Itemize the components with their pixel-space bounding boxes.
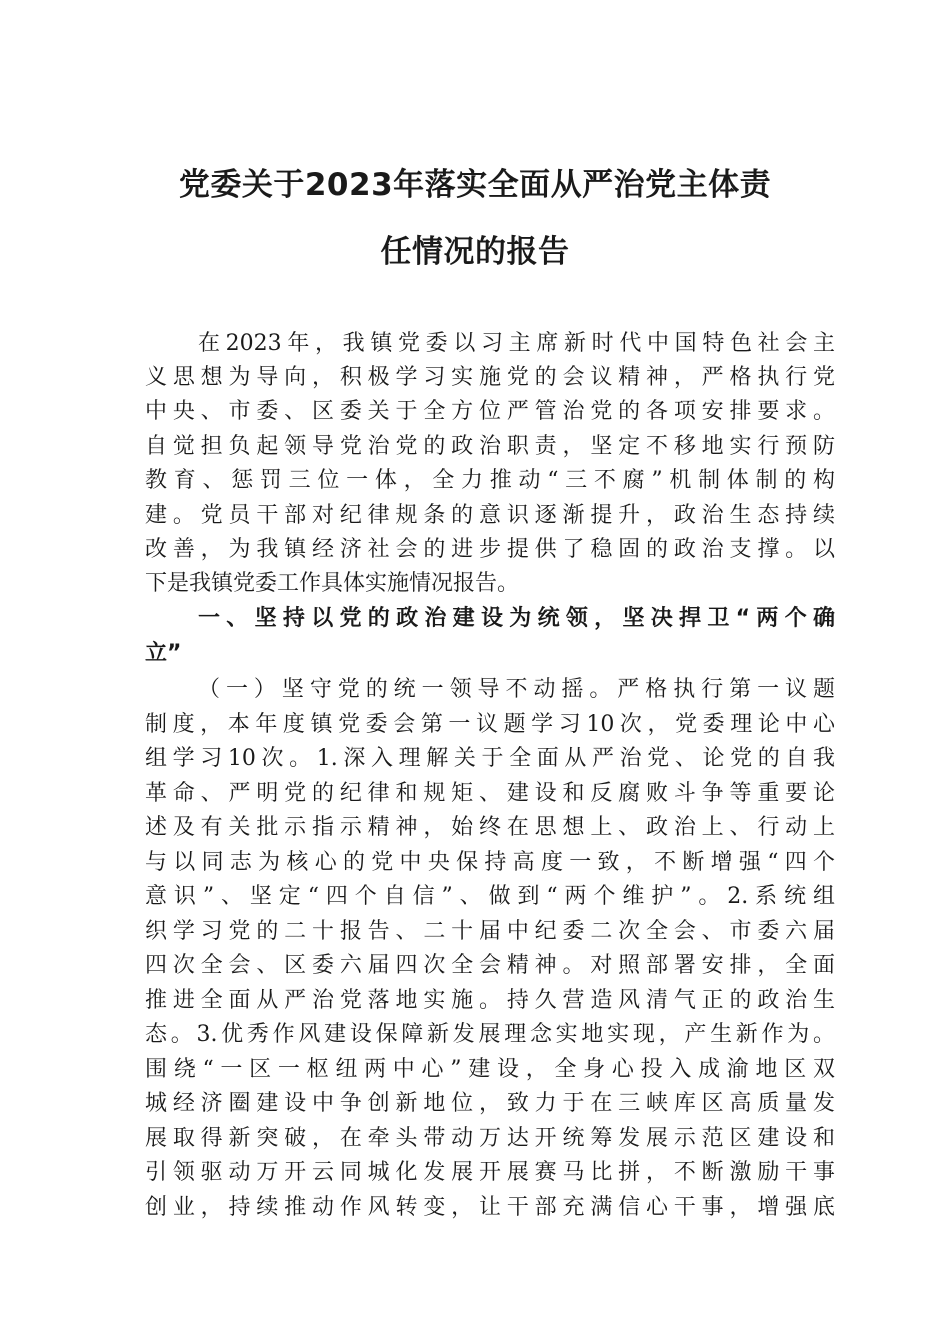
paragraph-line: 制度，本年度镇党委会第一议题学习10次，党委理论中心 (145, 712, 835, 737)
paragraph-line: 四次全会、区委六届四次全会精神。对照部署安排，全面 (145, 953, 835, 978)
section-heading-line: 立” (145, 641, 182, 666)
paragraph-line: 织学习党的二十报告、二十届中纪委二次全会、市委六届 (145, 919, 835, 944)
paragraph-line: 教育、惩罚三位一体，全力推动“三不腐”机制体制的构 (145, 468, 835, 493)
paragraph-line: 中央、市委、区委关于全方位严管治党的各项安排要求。 (145, 399, 835, 424)
paragraph-line: （一）坚守党的统一领导不动摇。严格执行第一议题 (198, 677, 835, 702)
paragraph-line: 展取得新突破，在牵头带动万达开统筹发展示范区建设和 (145, 1126, 835, 1151)
paragraph-line: 革命、严明党的纪律和规矩、建设和反腐败斗争等重要论 (145, 781, 835, 806)
document-title-line-1: 党委关于2023年落实全面从严治党主体责 (178, 167, 772, 203)
paragraph-line: 与以同志为核心的党中央保持高度一致，不断增强“四个 (145, 850, 835, 875)
paragraph-line: 创业，持续推动作风转变，让干部充满信心干事，增强底 (145, 1195, 835, 1220)
paragraph-line: 述及有关批示指示精神，始终在思想上、政治上、行动上 (145, 815, 835, 840)
section-heading-line: 一、坚持以党的政治建设为统领，坚决捍卫“两个确 (198, 606, 835, 631)
paragraph-line: 组学习10次。1.深入理解关于全面从严治党、论党的自我 (145, 746, 835, 771)
paragraph-line: 城经济圈建设中争创新地位，致力于在三峡库区高质量发 (145, 1091, 835, 1116)
paragraph-line: 推进全面从严治党落地实施。持久营造风清气正的政治生 (145, 988, 835, 1013)
paragraph-line: 改善，为我镇经济社会的进步提供了稳固的政治支撑。以 (145, 537, 835, 562)
paragraph-line: 义思想为导向，积极学习实施党的会议精神，严格执行党 (145, 365, 835, 390)
paragraph-line: 意识”、坚定“四个自信”、做到“两个维护”。2.系统组 (145, 884, 835, 909)
paragraph-line: 自觉担负起领导党治党的政治职责，坚定不移地实行预防 (145, 434, 835, 459)
paragraph-line: 围绕“一区一枢纽两中心”建设，全身心投入成渝地区双 (145, 1057, 835, 1082)
paragraph-line: 下是我镇党委工作具体实施情况报告。 (145, 571, 520, 596)
document-title-line-2: 任情况的报告 (380, 234, 570, 270)
paragraph-line: 建。党员干部对纪律规条的意识逐渐提升，政治生态持续 (145, 503, 835, 528)
paragraph-line: 态。3.优秀作风建设保障新发展理念实地实现，产生新作为。 (145, 1022, 835, 1047)
paragraph-line: 引领驱动万开云同城化发展开展赛马比拼，不断激励干事 (145, 1160, 835, 1185)
paragraph-line: 在2023年，我镇党委以习主席新时代中国特色社会主 (198, 331, 835, 356)
